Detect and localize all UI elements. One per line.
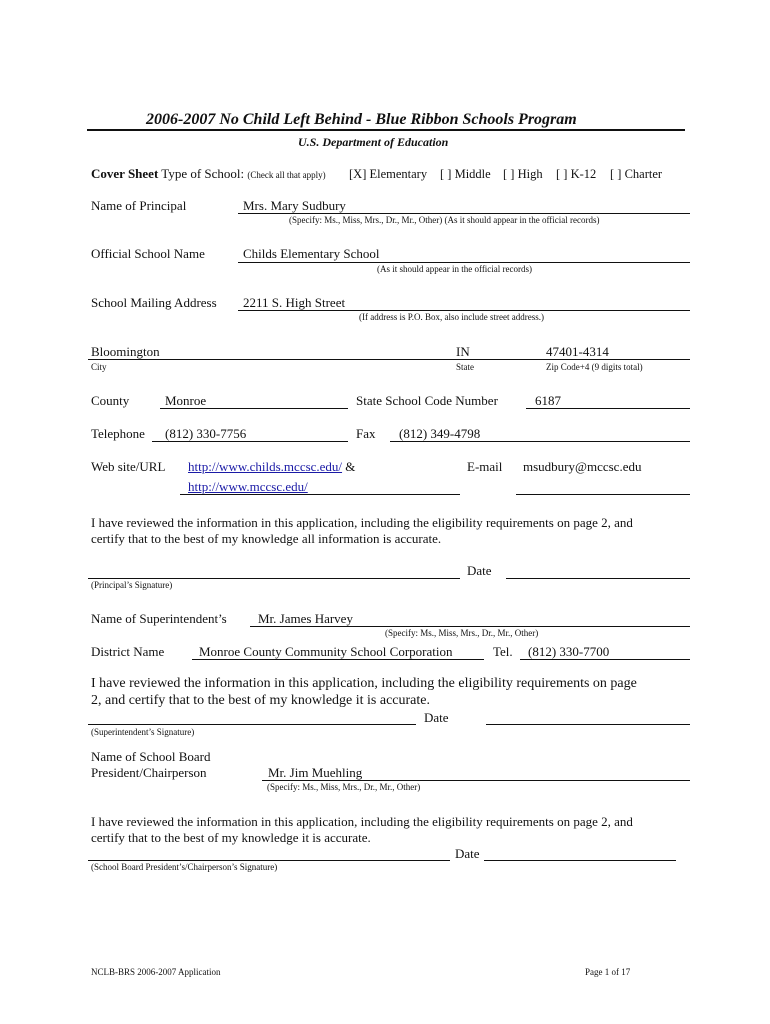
board-cert-line-2: certify that to the best of my knowledge it is accurate. bbox=[91, 830, 371, 845]
check-note: (Check all that apply) bbox=[247, 170, 326, 180]
website-link-mccsc[interactable]: http://www.mccsc.edu/ bbox=[188, 479, 308, 494]
email-underline bbox=[516, 494, 690, 495]
district-tel-field[interactable]: (812) 330-7700 bbox=[528, 644, 610, 659]
school-code-underline bbox=[526, 408, 690, 409]
district-label: District Name bbox=[91, 644, 165, 659]
school-type-label: Type of School: bbox=[161, 166, 245, 181]
zip-label: Zip Code+4 (9 digits total) bbox=[546, 362, 643, 372]
superintendent-label: Name of Superintendent’s bbox=[91, 611, 227, 626]
option-charter[interactable]: [ ] Charter bbox=[610, 167, 663, 181]
form-title: 2006-2007 No Child Left Behind - Blue Ribbon Schools Program bbox=[146, 111, 577, 128]
board-cert-line-1: I have reviewed the information in this application, including the eligibility requirements on page 2, and bbox=[91, 814, 633, 829]
website-underline bbox=[180, 494, 460, 495]
address-field[interactable]: 2211 S. High Street bbox=[243, 295, 346, 310]
website-link-childs[interactable]: http://www.childs.mccsc.edu/ bbox=[188, 459, 343, 474]
district-tel-label: Tel. bbox=[493, 644, 513, 659]
super-signature-line[interactable] bbox=[88, 724, 416, 725]
principal-signature-line[interactable] bbox=[88, 578, 460, 579]
county-field[interactable]: Monroe bbox=[165, 393, 207, 408]
website-row-1 bbox=[188, 459, 355, 475]
fax-label: Fax bbox=[356, 426, 376, 441]
city-state-zip-underline bbox=[88, 359, 690, 360]
board-underline bbox=[262, 780, 690, 781]
board-field[interactable]: Mr. Jim Muehling bbox=[268, 765, 363, 780]
website-ampersand: & bbox=[345, 459, 356, 474]
super-signature-label: (Superintendent’s Signature) bbox=[91, 727, 195, 737]
district-tel-underline bbox=[520, 659, 690, 660]
principal-label: Name of Principal bbox=[91, 198, 187, 213]
website-label: Web site/URL bbox=[91, 459, 166, 474]
city-field[interactable]: Bloomington bbox=[91, 344, 160, 359]
telephone-underline bbox=[152, 441, 348, 442]
superintendent-hint: (Specify: Ms., Miss, Mrs., Dr., Mr., Other) bbox=[385, 628, 539, 638]
title-rule bbox=[87, 129, 685, 131]
address-label: School Mailing Address bbox=[91, 295, 217, 310]
county-underline bbox=[160, 408, 348, 409]
superintendent-field[interactable]: Mr. James Harvey bbox=[258, 611, 353, 626]
school-code-label: State School Code Number bbox=[356, 393, 498, 408]
telephone-label: Telephone bbox=[91, 426, 145, 441]
state-label: State bbox=[456, 362, 474, 372]
option-k12[interactable]: [ ] K-12 bbox=[556, 167, 597, 181]
super-cert-line-1: I have reviewed the information in this application, including the eligibility requirements on page bbox=[91, 676, 637, 691]
board-label-line-2: President/Chairperson bbox=[91, 765, 207, 780]
superintendent-underline bbox=[250, 626, 690, 627]
county-label: County bbox=[91, 393, 130, 408]
fax-underline bbox=[390, 441, 690, 442]
school-name-hint: (As it should appear in the official records) bbox=[377, 264, 533, 274]
telephone-field[interactable]: (812) 330-7756 bbox=[165, 426, 247, 441]
district-field[interactable]: Monroe County Community School Corporation bbox=[199, 644, 453, 659]
school-code-field[interactable]: 6187 bbox=[535, 393, 561, 408]
email-field[interactable]: msudbury@mccsc.edu bbox=[523, 459, 642, 474]
zip-field[interactable]: 47401-4314 bbox=[546, 344, 609, 359]
website-row-2 bbox=[188, 479, 308, 495]
option-high[interactable]: [ ] High bbox=[503, 167, 543, 181]
principal-cert-line-1: I have reviewed the information in this application, including the eligibility requirements on page 2, and bbox=[91, 515, 633, 530]
principal-underline bbox=[238, 213, 690, 214]
school-name-underline bbox=[238, 262, 690, 263]
super-cert-line-2: 2, and certify that to the best of my knowledge it is accurate. bbox=[91, 693, 431, 708]
form-subtitle: U.S. Department of Education bbox=[298, 135, 449, 149]
board-date-label: Date bbox=[455, 846, 480, 861]
super-date-label: Date bbox=[424, 710, 449, 725]
school-name-label: Official School Name bbox=[91, 246, 205, 261]
principal-signature-label: (Principal’s Signature) bbox=[91, 580, 173, 590]
principal-date-line[interactable] bbox=[506, 578, 690, 579]
fax-field[interactable]: (812) 349-4798 bbox=[399, 426, 481, 441]
board-hint: (Specify: Ms., Miss, Mrs., Dr., Mr., Other) bbox=[267, 782, 421, 792]
footer-page-number: Page 1 of 17 bbox=[585, 967, 631, 977]
district-underline bbox=[192, 659, 484, 660]
city-label: City bbox=[91, 362, 107, 372]
board-label-line-1: Name of School Board bbox=[91, 749, 211, 764]
principal-hint: (Specify: Ms., Miss, Mrs., Dr., Mr., Other) (As it should appear in the official records) bbox=[289, 215, 600, 225]
board-signature-label: (School Board President’s/Chairperson’s Signature) bbox=[91, 862, 278, 872]
footer-left: NCLB-BRS 2006-2007 Application bbox=[91, 967, 221, 977]
email-label: E-mail bbox=[467, 459, 503, 474]
option-elementary[interactable]: [X] Elementary bbox=[349, 167, 428, 181]
school-name-field[interactable]: Childs Elementary School bbox=[243, 246, 380, 261]
cover-sheet-row bbox=[91, 166, 326, 182]
state-field[interactable]: IN bbox=[456, 344, 470, 359]
address-underline bbox=[238, 310, 690, 311]
super-date-line[interactable] bbox=[486, 724, 690, 725]
cover-sheet-label: Cover Sheet bbox=[91, 166, 159, 181]
option-middle[interactable]: [ ] Middle bbox=[440, 167, 491, 181]
principal-cert-line-2: certify that to the best of my knowledge all information is accurate. bbox=[91, 531, 442, 546]
address-hint: (If address is P.O. Box, also include street address.) bbox=[359, 312, 544, 322]
principal-field[interactable]: Mrs. Mary Sudbury bbox=[243, 198, 346, 213]
board-date-line[interactable] bbox=[484, 860, 676, 861]
principal-date-label: Date bbox=[467, 563, 492, 578]
board-signature-line[interactable] bbox=[88, 860, 450, 861]
